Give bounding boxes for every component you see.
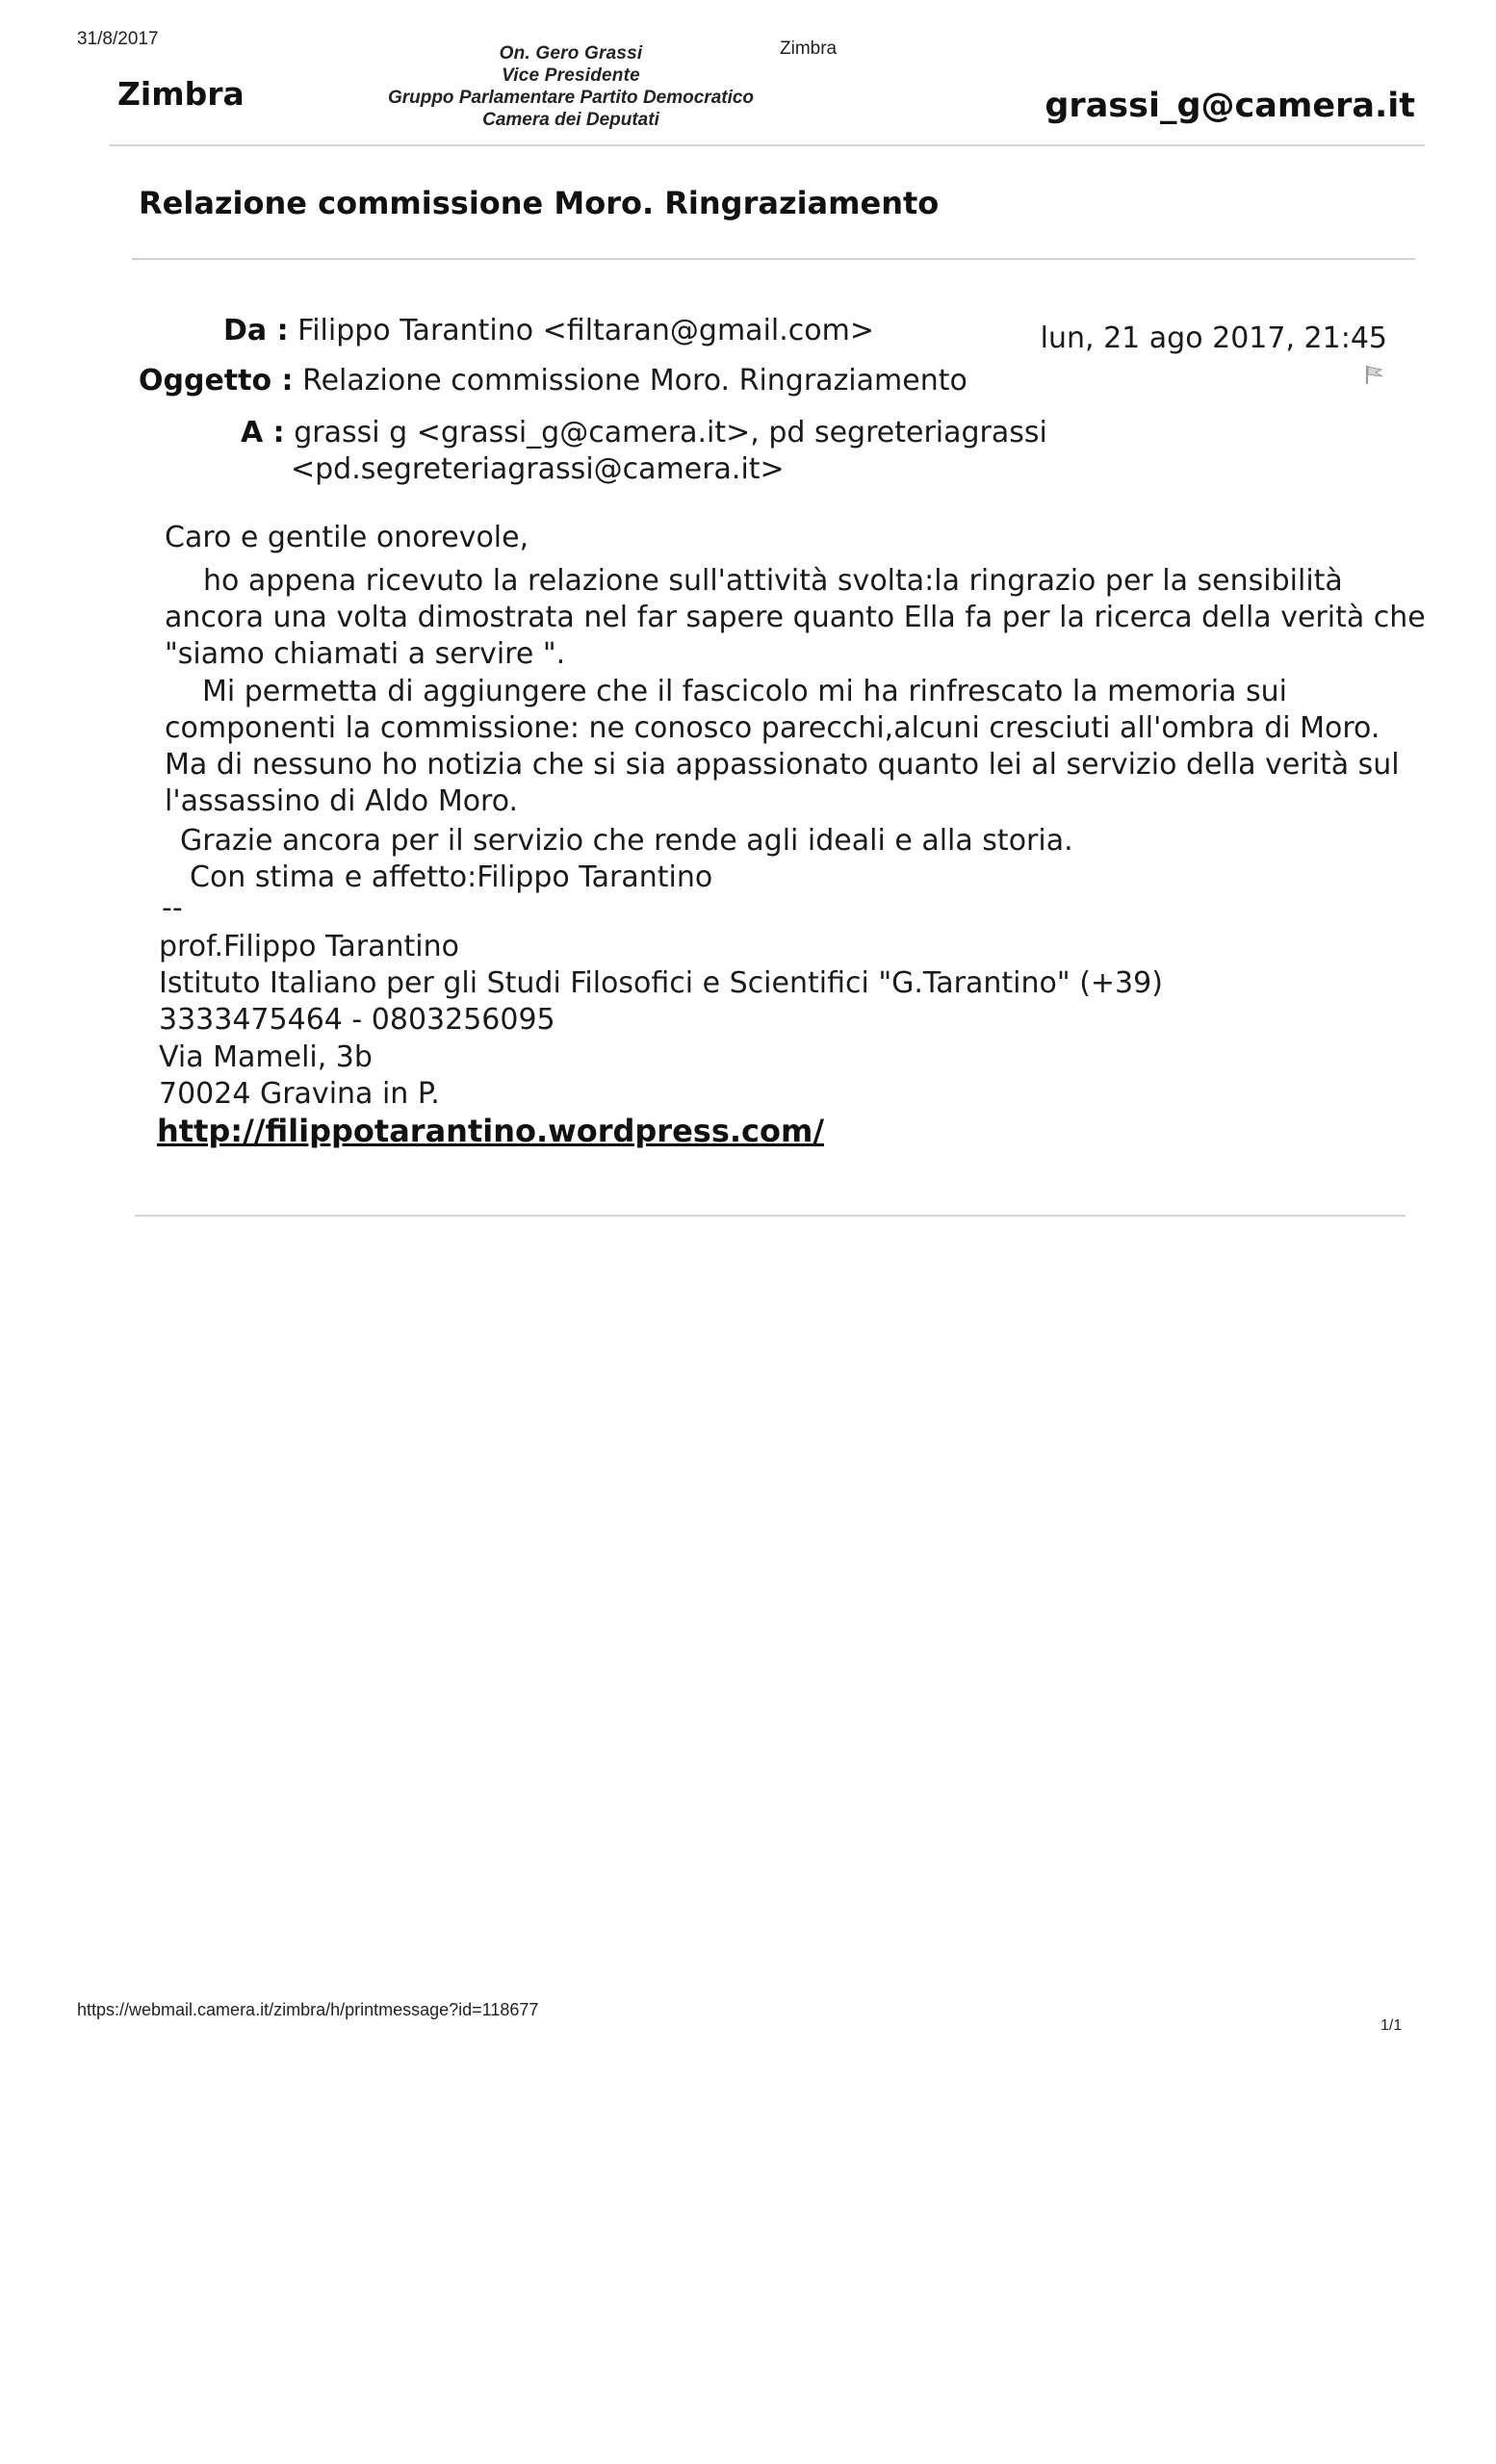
stamp-group: Gruppo Parlamentare Partito Democratico — [387, 88, 755, 108]
print-date: 31/8/2017 — [77, 29, 159, 49]
to-value-line1: grassi g <grassi_g@camera.it>, pd segreteriagrassi — [294, 416, 1047, 449]
from-label: Da : — [223, 314, 289, 347]
signature-line: Istituto Italiano per gli Studi Filosofici e Scientifici "G.Tarantino" (+39) — [159, 966, 1163, 1000]
body-line: ancora una volta dimostrata nel far sapere quanto Ella fa per la ricerca della verità che — [165, 601, 1426, 634]
subject-value: Relazione commissione Moro. Ringraziamento — [302, 364, 967, 398]
body-line: Ma di nessuno ho notizia che si sia appassionato quanto lei al servizio della verità sul — [165, 748, 1400, 782]
body-line: Mi permetta di aggiungere che il fascicolo mi ha rinfrescato la memoria sui — [202, 675, 1287, 708]
message-title: Relazione commissione Moro. Ringraziamento — [139, 185, 940, 221]
official-stamp — [369, 42, 773, 131]
from-row — [223, 312, 874, 350]
body-line: Caro e gentile onorevole, — [165, 521, 529, 554]
signature-separator: -- — [162, 891, 183, 925]
subject-row — [139, 362, 967, 400]
footer-url: https://webmail.camera.it/zimbra/h/printmessage?id=118677 — [77, 2000, 539, 2019]
stamp-name: On. Gero Grassi — [499, 43, 643, 64]
from-value: Filippo Tarantino <filtaran@gmail.com> — [297, 314, 874, 347]
body-line: "siamo chiamati a servire ". — [165, 637, 566, 671]
print-app-name: Zimbra — [780, 38, 838, 59]
signature-line: Via Mameli, 3b — [159, 1040, 373, 1074]
to-label: A : — [241, 416, 285, 449]
header-divider — [110, 144, 1425, 146]
stamp-role: Vice Presidente — [502, 65, 640, 86]
stamp-chamber: Camera dei Deputati — [482, 110, 659, 130]
zimbra-brand: Zimbra — [117, 75, 245, 113]
signature-line: 3333475464 - 0803256095 — [159, 1003, 555, 1037]
body-line: l'assassino di Aldo Moro. — [165, 784, 519, 818]
body-line: Grazie ancora per il servizio che rende agli ideali e alla storia. — [180, 824, 1073, 858]
signature-line: 70024 Gravina in P. — [159, 1077, 440, 1111]
footer-page: 1/1 — [1380, 2017, 1403, 2034]
message-date: lun, 21 ago 2017, 21:45 — [1040, 321, 1387, 355]
body-line: ho appena ricevuto la relazione sull'attività svolta:la ringrazio per la sensibilità — [203, 564, 1343, 598]
body-line: componenti la commissione: ne conosco parecchi,alcuni cresciuti all'ombra di Moro. — [165, 711, 1380, 745]
subject-label: Oggetto : — [139, 364, 294, 398]
to-value-line2: <pd.segreteriagrassi@camera.it> — [291, 452, 785, 486]
title-divider — [132, 258, 1415, 260]
body-line: Con stima e affetto:Filippo Tarantino — [190, 860, 713, 894]
account-email: grassi_g@camera.it — [1045, 87, 1415, 125]
body-divider — [135, 1215, 1406, 1217]
signature-line: prof.Filippo Tarantino — [159, 930, 459, 963]
flag-icon[interactable] — [1364, 364, 1385, 385]
to-row — [241, 414, 1047, 452]
website-link[interactable]: http://filippotarantino.wordpress.com/ — [157, 1113, 824, 1149]
